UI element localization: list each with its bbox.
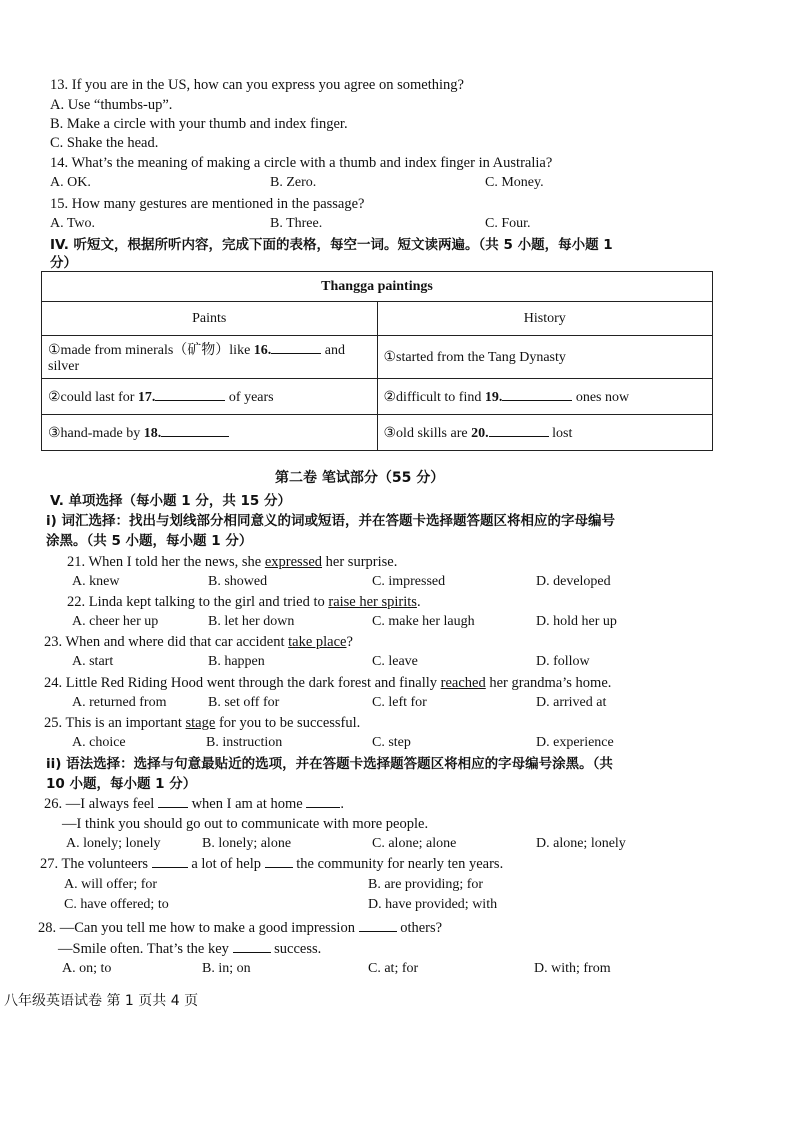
q24-stem: [44, 674, 611, 692]
stem-text: her surprise.: [322, 554, 398, 570]
answer-blank-18[interactable]: [161, 424, 229, 437]
stem-text: the community for nearly ten years.: [292, 856, 504, 872]
q22-option-a: A. cheer her up: [72, 614, 159, 629]
q22-option-d: D. hold her up: [536, 614, 617, 629]
blank-number-17: 17.: [137, 389, 156, 405]
answer-blank: [359, 919, 397, 932]
stem-text: 23. When and where did that car accident: [44, 634, 289, 650]
answer-blank-16[interactable]: [271, 341, 321, 354]
q25-stem: [44, 714, 360, 732]
q23-option-a: A. start: [72, 654, 114, 669]
answer-blank: [306, 795, 340, 808]
q25-option-d: D. experience: [536, 735, 614, 750]
q15-option-a: A. Two.: [50, 216, 96, 231]
q24-option-a: A. returned from: [72, 695, 167, 710]
stem-text: 24. Little Red Riding Hood went through the dark forest and finally: [44, 675, 441, 691]
answer-blank: [265, 855, 293, 868]
q15-option-c: C. Four.: [485, 216, 531, 231]
section-4-instructions-cont: 分）: [50, 255, 77, 271]
q28-option-a: A. on; to: [62, 961, 112, 976]
q22-stem: [67, 593, 421, 611]
q14-option-c: C. Money.: [485, 175, 544, 190]
section-5-sub1-instructions-cont: 涂黑。（共 5 小题，每小题 1 分）: [46, 533, 253, 549]
thangga-table: [41, 271, 713, 451]
q26-reply: —I think you should go out to communicate with more people.: [62, 816, 429, 832]
q26-option-b: B. lonely; alone: [202, 836, 292, 851]
stem-text: a lot of help: [187, 856, 265, 872]
q24-option-c: C. left for: [372, 695, 427, 710]
underlined-word: stage: [185, 715, 216, 731]
stem-text: her grandma’s home.: [485, 675, 612, 691]
stem-text: for you to be successful.: [215, 715, 361, 731]
q14-stem: 14. What’s the meaning of making a circle with a thumb and index finger in Australia?: [50, 155, 553, 171]
q28-stem: [38, 919, 442, 937]
q13-option-a: A. Use “thumbs-up”.: [50, 97, 173, 113]
q23-stem: [44, 633, 353, 651]
answer-blank: [233, 940, 271, 953]
cell-text: ②difficult to find: [383, 389, 485, 405]
table-cell-18: [42, 415, 378, 451]
cell-text: ②could last for: [48, 389, 138, 405]
answer-blank: [152, 855, 188, 868]
q14-option-b: B. Zero.: [270, 175, 317, 190]
q25-option-c: C. step: [372, 735, 411, 750]
stem-text: when I am at home: [187, 796, 307, 812]
stem-text: 28. —Can you tell me how to make a good impression: [38, 920, 359, 936]
q28-option-c: C. at; for: [368, 961, 419, 976]
part-2-title: 第二卷 笔试部分（55 分）: [275, 470, 445, 486]
stem-text: .: [340, 796, 344, 812]
stem-text: ?: [346, 634, 353, 650]
stem-text: —Smile often. That’s the key: [58, 941, 233, 957]
q27-option-c: C. have offered; to: [64, 897, 169, 912]
q21-stem: [67, 553, 397, 571]
q26-option-c: C. alone; alone: [372, 836, 457, 851]
stem-text: 25. This is an important: [44, 715, 186, 731]
cell-text: and: [321, 343, 346, 358]
section-4-instructions: IV. 听短文，根据所听内容，完成下面的表格，每空一词。短文读两遍。（共 5 小题，每小题 1: [50, 237, 613, 253]
underlined-phrase: take place: [288, 634, 347, 650]
q14-option-a: A. OK.: [50, 175, 91, 190]
section-5-title: V. 单项选择（每小题 1 分，共 15 分）: [50, 493, 292, 509]
cell-text: ①made from minerals（矿物）like: [48, 343, 254, 358]
table-header-history: History: [377, 302, 713, 336]
stem-text: success.: [270, 941, 322, 957]
q27-option-d: D. have provided; with: [368, 897, 498, 912]
q21-option-d: D. developed: [536, 574, 611, 589]
underlined-word: expressed: [264, 554, 323, 570]
section-5-sub2-instructions: ii) 语法选择：选择与句意最贴近的选项，并在答题卡选择题答题区将相应的字母编号涂黑。（共: [46, 756, 613, 772]
blank-number-19: 19.: [484, 389, 503, 405]
stem-text: .: [416, 594, 421, 610]
q22-option-b: B. let her down: [208, 614, 295, 629]
underlined-phrase: raise her spirits: [328, 594, 417, 610]
q21-option-c: C. impressed: [372, 574, 446, 589]
q13-option-c: C. Shake the head.: [50, 135, 159, 151]
page-footer: 八年级英语试卷 第 1 页共 4 页: [4, 993, 199, 1009]
table-title: Thangga paintings: [42, 272, 713, 302]
q27-stem: [40, 855, 503, 873]
table-cell-16: [42, 336, 378, 379]
cell-text: ③hand-made by: [48, 425, 144, 441]
q23-option-b: B. happen: [208, 654, 265, 669]
q24-option-b: B. set off for: [208, 695, 280, 710]
cell-text: of years: [225, 389, 274, 405]
q26-option-a: A. lonely; lonely: [66, 836, 161, 851]
q22-option-c: C. make her laugh: [372, 614, 475, 629]
table-cell-17: [42, 379, 378, 415]
section-5-sub2-instructions-cont: 10 小题，每小题 1 分）: [46, 776, 197, 792]
q15-option-b: B. Three.: [270, 216, 323, 231]
answer-blank-17[interactable]: [155, 388, 225, 401]
cell-text: ones now: [572, 389, 630, 405]
stem-text: 26. —I always feel: [44, 796, 158, 812]
q26-stem: [44, 795, 344, 813]
cell-text: silver: [48, 359, 80, 374]
q28-option-b: B. in; on: [202, 961, 251, 976]
stem-text: 21. When I told her the news, she: [67, 554, 265, 570]
table-cell-history-1: ①started from the Tang Dynasty: [377, 336, 713, 379]
table-header-paints: Paints: [42, 302, 378, 336]
answer-blank: [158, 795, 188, 808]
q24-option-d: D. arrived at: [536, 695, 607, 710]
stem-text: others?: [396, 920, 443, 936]
q26-option-d: D. alone; lonely: [536, 836, 626, 851]
q13-option-b: B. Make a circle with your thumb and index finger.: [50, 116, 348, 132]
cell-text: ③old skills are: [383, 425, 472, 441]
q25-option-b: B. instruction: [206, 735, 283, 750]
cell-text: lost: [548, 425, 573, 441]
stem-text: 22. Linda kept talking to the girl and tried to: [67, 594, 329, 610]
underlined-word: reached: [440, 675, 486, 691]
q23-option-d: D. follow: [536, 654, 590, 669]
table-cell-19: [377, 379, 713, 415]
q21-option-a: A. knew: [72, 574, 120, 589]
answer-blank-19[interactable]: [502, 388, 572, 401]
q25-option-a: A. choice: [72, 735, 126, 750]
table-cell-20: [377, 415, 713, 451]
q21-option-b: B. showed: [208, 574, 268, 589]
blank-number-20: 20.: [471, 425, 489, 441]
q15-stem: 15. How many gestures are mentioned in the passage?: [50, 196, 365, 212]
answer-blank-20[interactable]: [489, 424, 549, 437]
stem-text: 27. The volunteers: [40, 856, 152, 872]
q28-option-d: D. with; from: [534, 961, 611, 976]
q27-option-a: A. will offer; for: [64, 877, 158, 892]
q27-option-b: B. are providing; for: [368, 877, 484, 892]
section-5-sub1-instructions: i) 词汇选择：找出与划线部分相同意义的词或短语，并在答题卡选择题答题区将相应的字母编号: [46, 513, 615, 529]
q13-stem: 13. If you are in the US, how can you express you agree on something?: [50, 77, 464, 93]
q23-option-c: C. leave: [372, 654, 418, 669]
q28-reply: [58, 940, 321, 958]
blank-number-16: 16.: [253, 343, 272, 358]
blank-number-18: 18.: [143, 425, 162, 441]
